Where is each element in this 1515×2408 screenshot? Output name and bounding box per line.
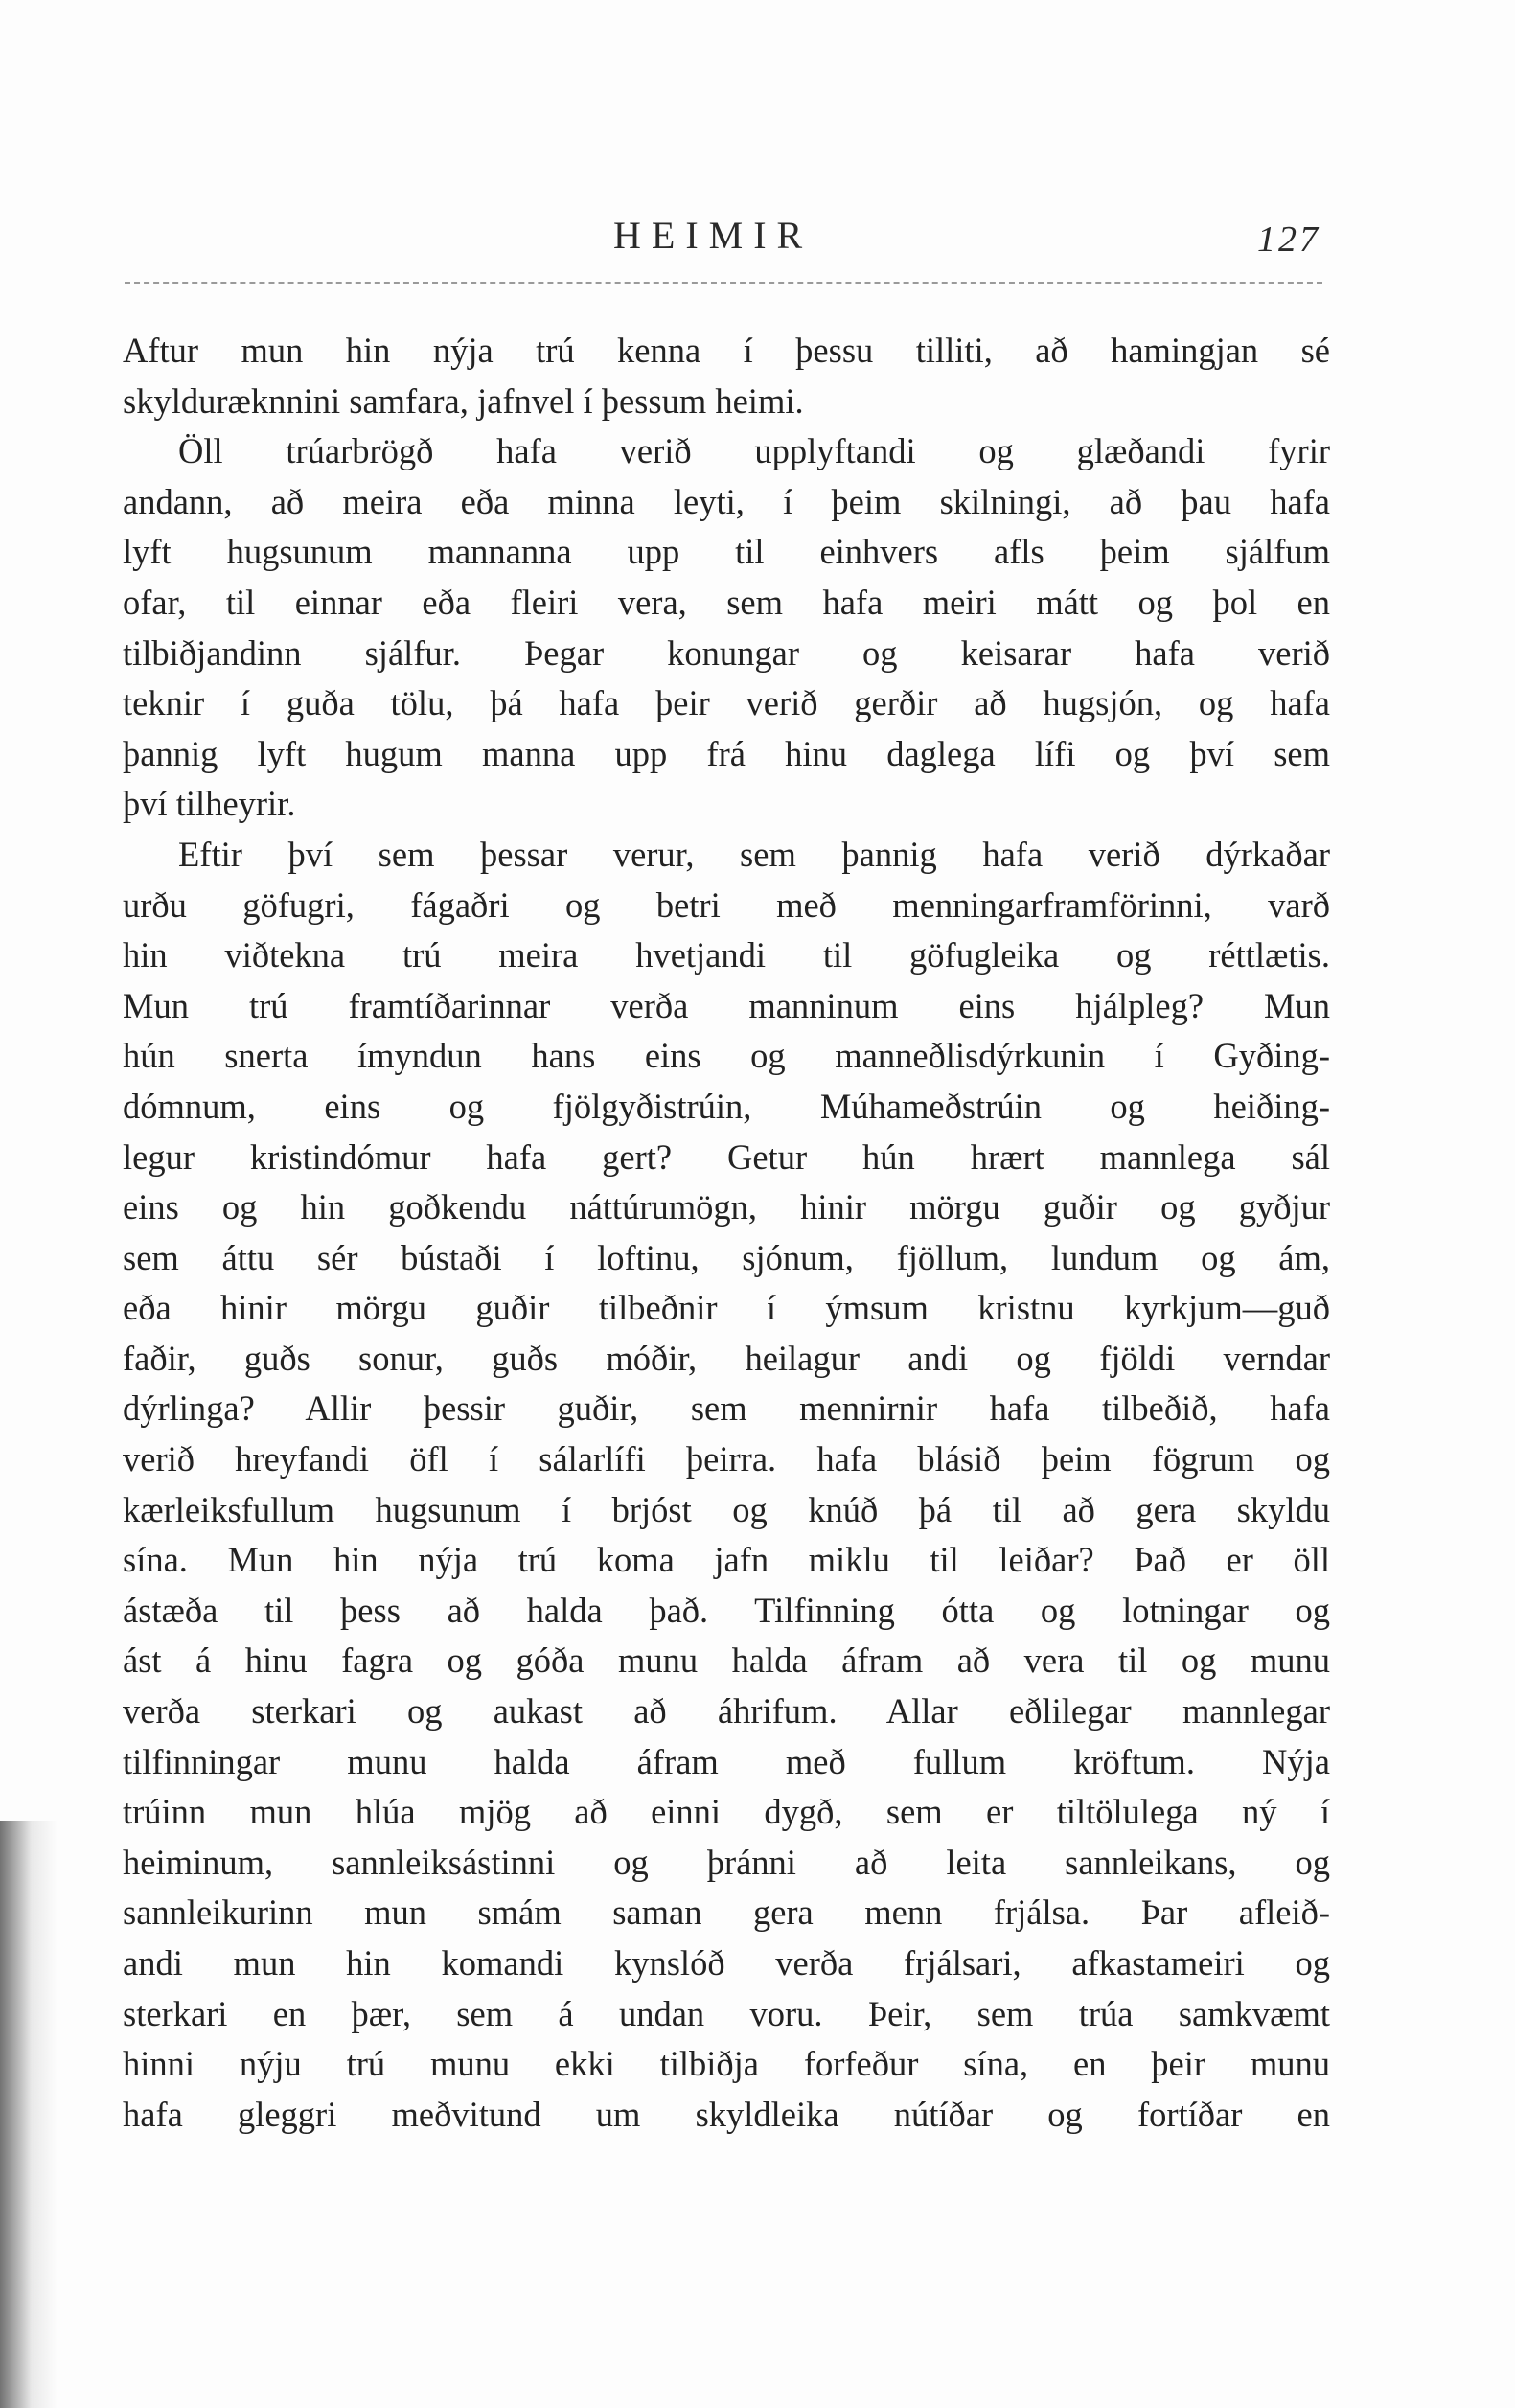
- running-head: [0, 213, 1515, 270]
- text-line: trúinn mun hlúa mjög að einni dygð, sem er tiltölulega ný í: [123, 1792, 1330, 1832]
- page-edge-shadow: [0, 1821, 57, 2408]
- body-text: [123, 326, 1330, 2140]
- text-line: sína. Mun hin nýja trú koma jafn miklu til leiðar? Það er öll: [123, 1540, 1330, 1580]
- text-line: skylduræknnini samfara, jafnvel í þessum heimi.: [123, 380, 804, 421]
- text-line: þannig lyft hugum manna upp frá hinu daglega lífi og því sem: [123, 733, 1330, 773]
- text-line: Eftir því sem þessar verur, sem þannig hafa verið dýrkaðar: [178, 834, 1330, 874]
- text-line: sterkari en þær, sem á undan voru. Þeir, sem trúa samkvæmt: [123, 1993, 1330, 2033]
- text-line: Mun trú framtíðarinnar verða manninum eins hjálpleg? Mun: [123, 985, 1330, 1025]
- text-line: því tilheyrir.: [123, 784, 296, 824]
- page-number: 127: [1257, 219, 1320, 260]
- text-line: Aftur mun hin nýja trú kenna í þessu tilliti, að hamingjan sé: [123, 331, 1330, 370]
- text-line: ofar, til einnar eða fleiri vera, sem hafa meiri mátt og þol en: [123, 582, 1330, 622]
- text-line: hinni nýju trú munu ekki tilbiðja forfeður sína, en þeir munu: [123, 2044, 1330, 2084]
- text-line: dýrlinga? Allir þessir guðir, sem mennirnir hafa tilbeðið, hafa: [123, 1388, 1330, 1429]
- text-line: heiminum, sannleiksástinni og þránni að leita sannleikans, og: [123, 1842, 1330, 1882]
- header-rule: [125, 282, 1322, 284]
- text-line: tilfinningar munu halda áfram með fullum kröftum. Nýja: [123, 1741, 1330, 1781]
- text-line: urðu göfugri, fágaðri og betri með menningarframförinni, varð: [123, 884, 1330, 925]
- text-line: sannleikurinn mun smám saman gera menn frjálsa. Þar afleið-: [123, 1892, 1330, 1933]
- text-line: andann, að meira eða minna leyti, í þeim skilningi, að þau hafa: [123, 481, 1330, 521]
- text-line: legur kristindómur hafa gert? Getur hún hrært mannlega sál: [123, 1136, 1330, 1177]
- text-line: andi mun hin komandi kynslóð verða frjálsari, afkastameiri og: [123, 1943, 1330, 1983]
- text-line: hin viðtekna trú meira hvetjandi til göfugleika og réttlætis.: [123, 935, 1330, 975]
- text-line: eins og hin goðkendu náttúrumögn, hinir mörgu guðir og gyðjur: [123, 1187, 1330, 1227]
- text-line: verið hreyfandi öfl í sálarlífi þeirra. hafa blásið þeim fögrum og: [123, 1439, 1330, 1479]
- text-line: verða sterkari og aukast að áhrifum. Allar eðlilegar mannlegar: [123, 1691, 1330, 1731]
- text-line: hafa gleggri meðvitund um skyldleika nútíðar og fortíðar en: [123, 2094, 1330, 2134]
- text-line: hún snerta ímyndun hans eins og manneðlisdýrkunin í Gyðing-: [123, 1036, 1330, 1076]
- text-line: lyft hugsunum mannanna upp til einhvers afls þeim sjálfum: [123, 532, 1330, 572]
- text-line: sem áttu sér bústaði í loftinu, sjónum, fjöllum, lundum og ám,: [123, 1237, 1330, 1277]
- text-line: faðir, guðs sonur, guðs móðir, heilagur andi og fjöldi verndar: [123, 1338, 1330, 1378]
- running-title: HEIMIR: [613, 214, 814, 257]
- text-line: ástæða til þess að halda það. Tilfinning ótta og lotningar og: [123, 1590, 1330, 1630]
- text-line: Öll trúarbrögð hafa verið upplyftandi og glæðandi fyrir: [178, 431, 1330, 471]
- text-line: eða hinir mörgu guðir tilbeðnir í ýmsum kristnu kyrkjum—guð: [123, 1288, 1330, 1328]
- text-line: ást á hinu fagra og góða munu halda áfram að vera til og munu: [123, 1640, 1330, 1681]
- text-line: dómnum, eins og fjölgyðistrúin, Múhameðstrúin og heiðing-: [123, 1086, 1330, 1126]
- text-line: tilbiðjandinn sjálfur. Þegar konungar og keisarar hafa verið: [123, 632, 1330, 673]
- text-line: kærleiksfullum hugsunum í brjóst og knúð þá til að gera skyldu: [123, 1489, 1330, 1529]
- text-line: teknir í guða tölu, þá hafa þeir verið gerðir að hugsjón, og hafa: [123, 683, 1330, 723]
